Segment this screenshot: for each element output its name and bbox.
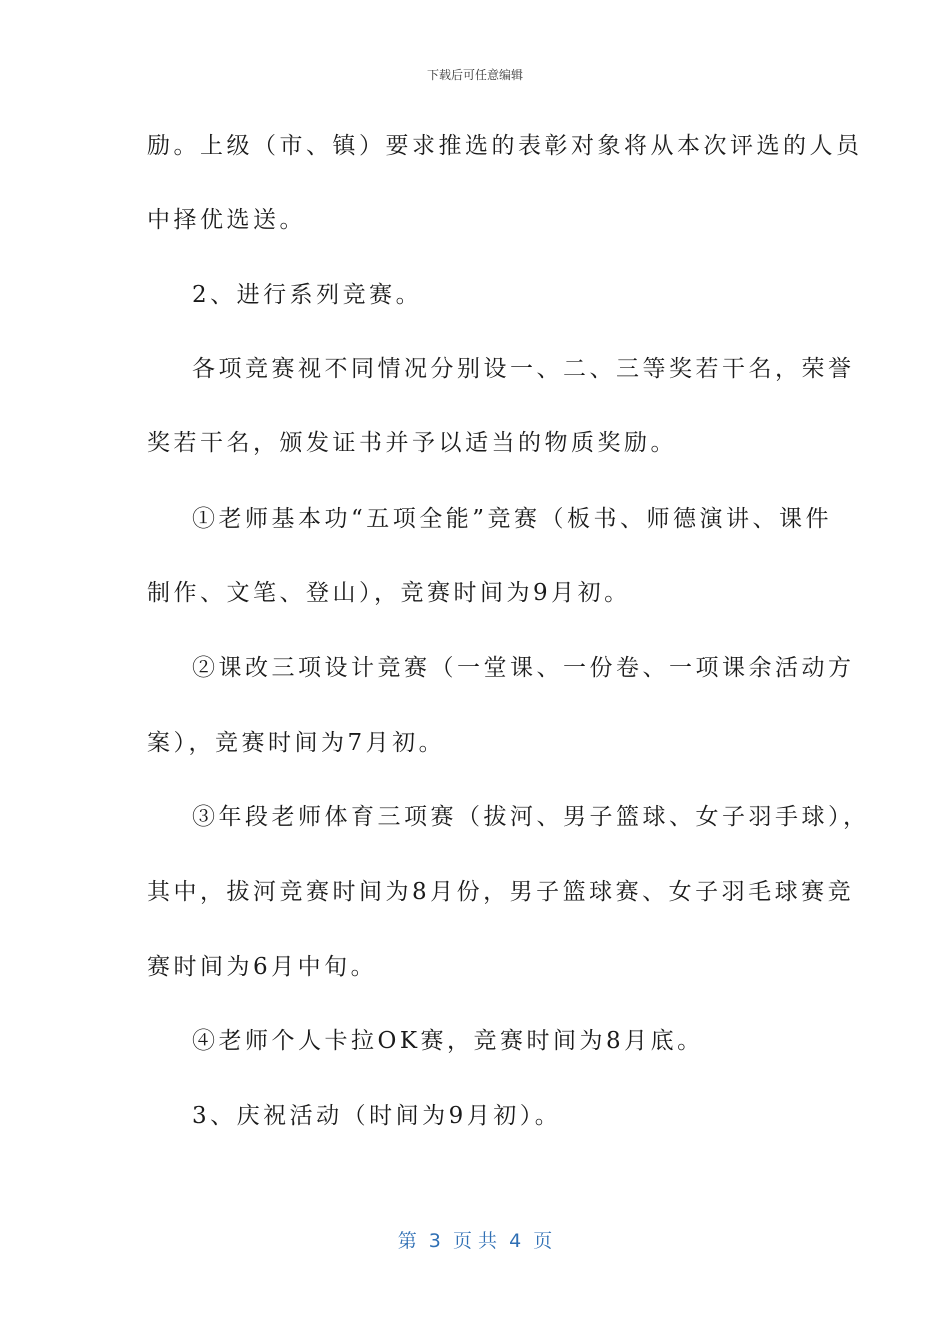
- header-note: 下载后可任意编辑: [426, 68, 523, 82]
- text-line-4: 各项竞赛视不同情况分别设一、二、三等奖若干名，荣誉: [192, 356, 855, 382]
- text-line-8: ②课改三项设计竞赛（一堂课、一份卷、一项课余活动方: [192, 655, 855, 681]
- text-line-6: ①老师基本功“五项全能”竞赛（板书、师德演讲、课件: [192, 506, 833, 532]
- text-line-1: 励。上级（市、镇）要求推选的表彰对象将从本次评选的人员: [147, 133, 863, 159]
- text-line-10: ③年段老师体育三项赛（拔河、男子篮球、女子羽手球），: [192, 804, 870, 830]
- text-line-3: 2、进行系列竞赛。: [192, 282, 423, 308]
- text-line-9: 案），竞赛时间为7月初。: [147, 730, 446, 756]
- text-line-12: 赛时间为6月中旬。: [147, 954, 378, 980]
- text-line-5: 奖若干名，颁发证书并予以适当的物质奖励。: [147, 430, 677, 456]
- page-number-footer: 第 3 页 共 4 页: [397, 1230, 553, 1252]
- text-line-11: 其中，拔河竞赛时间为8月份，男子篮球赛、女子羽毛球赛竞: [147, 879, 855, 905]
- text-line-13: ④老师个人卡拉OK赛，竞赛时间为8月底。: [192, 1028, 704, 1054]
- text-line-7: 制作、文笔、登山），竞赛时间为9月初。: [147, 580, 631, 606]
- text-line-2: 中择优选送。: [147, 207, 306, 233]
- text-line-14: 3、庆祝活动（时间为9月初）。: [192, 1103, 562, 1129]
